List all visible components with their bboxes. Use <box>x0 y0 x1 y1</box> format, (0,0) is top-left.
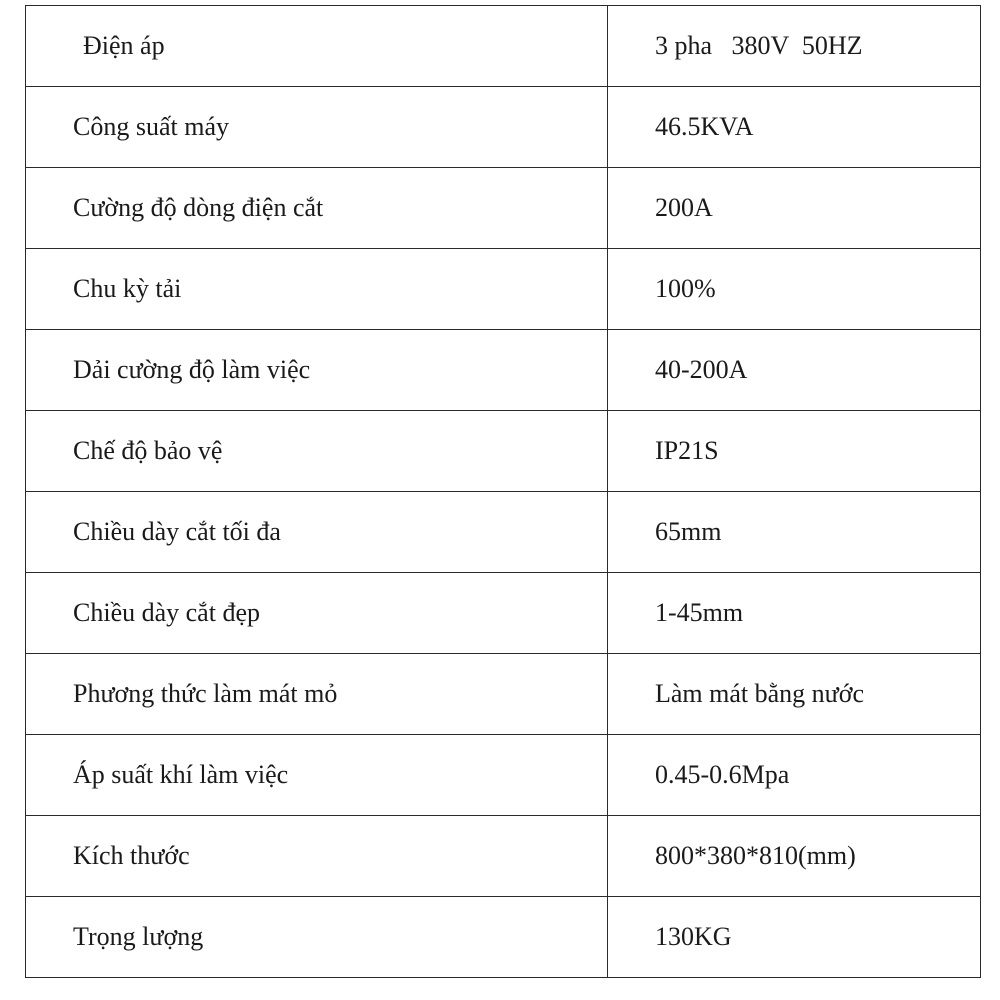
spec-label: Áp suất khí làm việc <box>26 735 608 816</box>
spec-value: 100% <box>608 249 981 330</box>
spec-label: Chiều dày cắt đẹp <box>26 573 608 654</box>
table-row <box>26 573 981 654</box>
table-row <box>26 897 981 978</box>
table-row <box>26 87 981 168</box>
spec-value: 130KG <box>608 897 981 978</box>
spec-value: Làm mát bằng nước <box>608 654 981 735</box>
table-row <box>26 816 981 897</box>
table-row <box>26 6 981 87</box>
spec-label: Cường độ dòng điện cắt <box>26 168 608 249</box>
spec-value: 40-200A <box>608 330 981 411</box>
table-row <box>26 492 981 573</box>
spec-label: Điện áp <box>26 6 608 87</box>
table-row <box>26 168 981 249</box>
spec-table <box>25 5 981 978</box>
spec-label: Phương thức làm mát mỏ <box>26 654 608 735</box>
spec-label: Kích thước <box>26 816 608 897</box>
spec-table-body <box>26 6 981 978</box>
table-row <box>26 330 981 411</box>
spec-label: Chế độ bảo vệ <box>26 411 608 492</box>
spec-value: 200A <box>608 168 981 249</box>
spec-value: 65mm <box>608 492 981 573</box>
spec-label: Chu kỳ tải <box>26 249 608 330</box>
spec-label: Trọng lượng <box>26 897 608 978</box>
spec-value: 800*380*810(mm) <box>608 816 981 897</box>
spec-value: 3 pha 380V 50HZ <box>608 6 981 87</box>
spec-label: Chiều dày cắt tối đa <box>26 492 608 573</box>
spec-label: Dải cường độ làm việc <box>26 330 608 411</box>
spec-label: Công suất máy <box>26 87 608 168</box>
spec-value: 0.45-0.6Mpa <box>608 735 981 816</box>
table-row <box>26 249 981 330</box>
spec-value: 46.5KVA <box>608 87 981 168</box>
table-row <box>26 735 981 816</box>
spec-value: 1-45mm <box>608 573 981 654</box>
table-row <box>26 654 981 735</box>
spec-value: IP21S <box>608 411 981 492</box>
table-row <box>26 411 981 492</box>
